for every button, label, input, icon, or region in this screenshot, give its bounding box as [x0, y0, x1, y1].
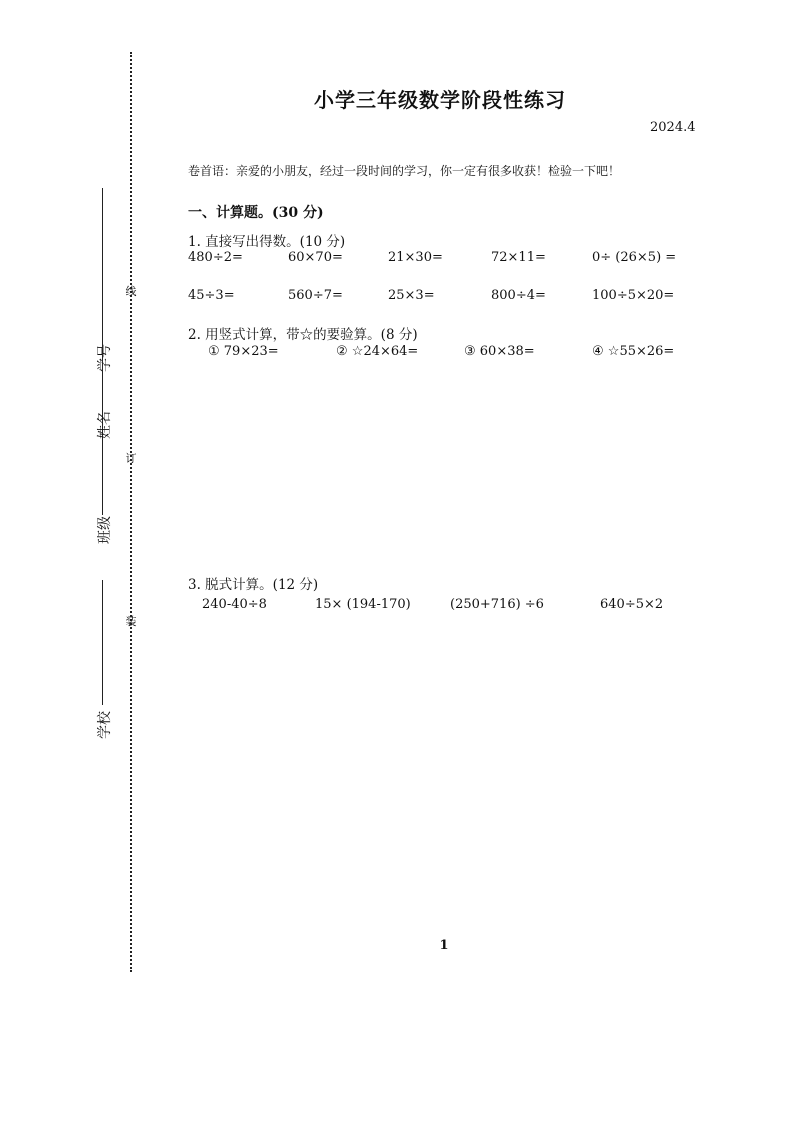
- binding-dotted-line: [130, 52, 132, 972]
- school-field[interactable]: [84, 580, 124, 790]
- question-3-label: 3. 脱式计算。(12 分): [188, 577, 319, 593]
- problem: 45÷3=: [188, 288, 235, 303]
- problem: ④ ☆55×26=: [592, 344, 675, 359]
- problem: 640÷5×2: [600, 597, 664, 612]
- student-name-label: 姓名: [97, 411, 113, 439]
- student-id-label: 学号: [97, 344, 113, 372]
- problem: 100÷5×20=: [592, 288, 675, 303]
- binder-word-ding: 订: [125, 452, 137, 465]
- date: 2024.4: [650, 120, 696, 135]
- problem: ② ☆24×64=: [336, 344, 419, 359]
- intro-text: 卷首语：亲爱的小朋友，经过一段时间的学习，你一定有很多收获！检验一下吧！: [188, 164, 621, 178]
- problem: 15× (194-170): [315, 597, 411, 612]
- class-label: 班级: [97, 516, 113, 544]
- section-heading: 一、计算题。(30 分): [188, 205, 324, 221]
- problem: (250+716) ÷6: [450, 597, 544, 612]
- problem: 560÷7=: [288, 288, 343, 303]
- problem: 240-40÷8: [202, 597, 267, 612]
- problem: 72×11=: [491, 250, 546, 265]
- school-label: 学校: [97, 711, 113, 739]
- page-number: 1: [439, 938, 449, 953]
- problem: 800÷4=: [491, 288, 546, 303]
- problem: 0÷ (26×5) =: [592, 250, 677, 265]
- problem: 60×70=: [288, 250, 343, 265]
- problem: ① 79×23=: [208, 344, 279, 359]
- binder-word-zhuang: 装: [125, 615, 137, 628]
- problem: 480÷2=: [188, 250, 243, 265]
- binder-word-xian: 线: [125, 285, 137, 298]
- problem: ③ 60×38=: [464, 344, 535, 359]
- question-1-label: 1. 直接写出得数。(10 分): [188, 234, 346, 250]
- question-2-label: 2. 用竖式计算，带☆的要验算。(8 分): [188, 327, 418, 343]
- problem: 21×30=: [388, 250, 443, 265]
- problem: 25×3=: [388, 288, 435, 303]
- page-title: 小学三年级数学阶段性练习: [314, 88, 566, 112]
